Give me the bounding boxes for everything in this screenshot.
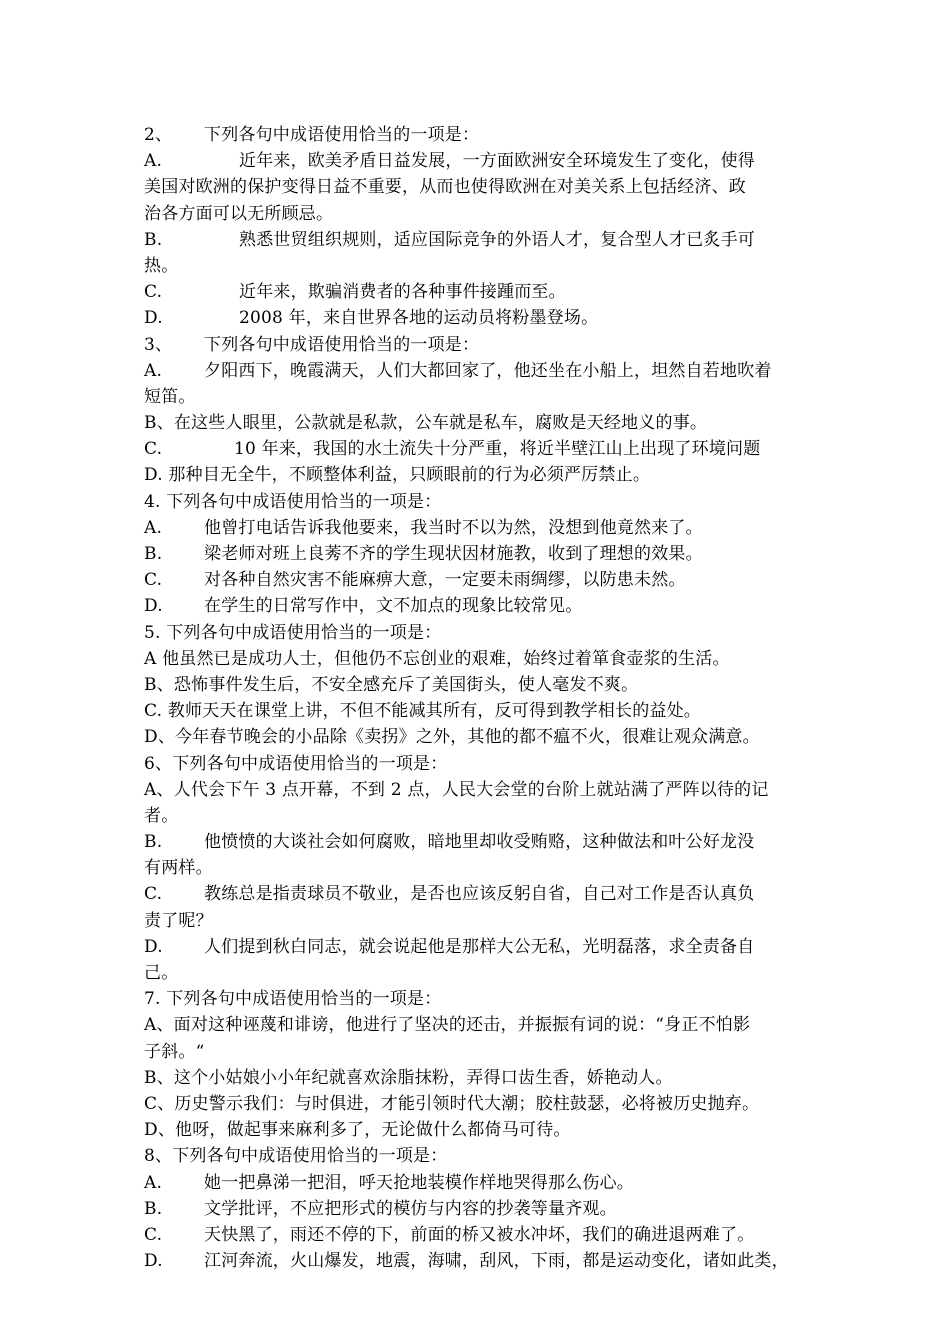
option-c	[144, 1222, 814, 1248]
option-text: 他愤愤的大谈社会如何腐败，暗地里却收受贿赂，这种做法和叶公好龙没	[204, 832, 755, 853]
option-label: C.	[144, 282, 163, 303]
option-continuation: 有两样。	[144, 858, 213, 879]
option-text: 近年来，欧美矛盾日益发展，一方面欧洲安全环境发生了变化，使得	[239, 151, 755, 172]
option-label: C.	[144, 1224, 163, 1245]
option-d	[144, 593, 814, 619]
option-label: A.	[144, 1172, 163, 1193]
option-text: 梁老师对班上良莠不齐的学生现状因材施教，收到了理想的效果。	[204, 544, 703, 564]
question-text: 下列各句中成语使用恰当的一项是：	[204, 125, 480, 145]
document-body	[144, 122, 814, 1274]
option-c	[144, 436, 814, 462]
option-label: C.	[144, 570, 163, 591]
option-text: 在学生的日常写作中，文不加点的现象比较常见。	[204, 596, 583, 617]
option-label: D.	[144, 1251, 163, 1272]
option-continuation: 责了呢？	[144, 910, 213, 931]
option-text: 人们提到秋白同志，就会说起他是那样大公无私，光明磊落，求全责备自	[204, 936, 755, 957]
option-text: 10 年来，我国的水土流失十分严重，将近半壁江山上出现了环境问题	[234, 439, 761, 460]
question-3-heading	[144, 332, 814, 358]
option-d	[144, 934, 814, 960]
question-text: 下列各句中成语使用恰当的一项是：	[204, 334, 480, 355]
option-continuation: 子斜。“	[144, 1041, 205, 1062]
option-d	[144, 305, 814, 331]
question-7-heading: 7. 下列各句中成语使用恰当的一项是：	[144, 989, 442, 1010]
question-8-heading: 8、下列各句中成语使用恰当的一项是：	[144, 1146, 448, 1167]
option-label: D.	[144, 936, 163, 957]
option-a: A、人代会下午 3 点开幕，不到 2 点，人民大会堂的台阶上就站满了严阵以待的记	[144, 779, 769, 800]
option-text: 江河奔流，火山爆发，地震，海啸，刮风，下雨，都是运动变化，诸如此类，	[204, 1251, 789, 1272]
question-number: 2、	[144, 125, 173, 145]
option-text: 他曾打电话告诉我他要来，我当时不以为然，没想到他竟然来了。	[204, 517, 703, 538]
option-continuation: 短笛。	[144, 386, 196, 407]
option-b: B、在这些人眼里，公款就是私款，公车就是私车，腐败是天经地义的事。	[144, 413, 708, 434]
option-text: 她一把鼻涕一把泪，呼天抢地装模作样地哭得那么伤心。	[204, 1172, 634, 1193]
option-b	[144, 541, 814, 567]
option-label: D.	[144, 596, 163, 617]
option-a	[144, 358, 814, 384]
option-continuation: 者。	[144, 805, 179, 826]
option-a	[144, 148, 814, 174]
option-a: A、面对这种诬蔑和诽谤，他进行了坚决的还击，并振振有词的说：“身正不怕影	[144, 1015, 751, 1036]
option-text: 对各种自然灾害不能麻痹大意，一定要未雨绸缪，以防患未然。	[204, 570, 686, 591]
option-c	[144, 279, 814, 305]
option-b	[144, 829, 814, 855]
option-c: C、历史警示我们：与时俱进，才能引领时代大潮；胶柱鼓瑟，必将被历史抛弃。	[144, 1093, 760, 1114]
option-text: 文学批评，不应把形式的模仿与内容的抄袭等量齐观。	[204, 1198, 617, 1219]
option-continuation: 美国对欧洲的保护变得日益不重要，从而也使得欧洲在对美关系上包括经济、政	[144, 177, 746, 198]
option-label: A.	[144, 360, 163, 381]
option-continuation: 己。	[144, 963, 179, 983]
option-d: D. 那种目无全牛，不顾整体利益，只顾眼前的行为必须严厉禁止。	[144, 465, 651, 486]
option-b: B、这个小姑娘小小年纪就喜欢涂脂抹粉，弄得口齿生香，娇艳动人。	[144, 1067, 673, 1088]
question-2-heading	[144, 122, 814, 148]
option-d: D、他呀，做起事来麻利多了，无论做什么都倚马可待。	[144, 1120, 571, 1141]
option-label: B.	[144, 229, 163, 250]
option-text: 近年来，欺骗消费者的各种事件接踵而至。	[239, 282, 566, 303]
option-text: 夕阳西下，晚霞满天，人们大都回家了，他还坐在小船上，坦然自若地吹着	[204, 360, 772, 381]
option-a	[144, 515, 814, 541]
option-c: C. 教师天天在课堂上讲，不但不能减其所有，反可得到教学相长的益处。	[144, 701, 702, 722]
option-b	[144, 227, 814, 253]
option-label: B.	[144, 832, 163, 853]
option-text: 天快黑了，雨还不停的下，前面的桥又被水冲坏，我们的确进退两难了。	[204, 1224, 755, 1245]
question-5-heading: 5. 下列各句中成语使用恰当的一项是：	[144, 622, 442, 643]
option-label: B.	[144, 544, 163, 564]
option-b: B、恐怖事件发生后，不安全感充斥了美国街头，使人毫发不爽。	[144, 674, 639, 695]
question-4-heading: 4. 下列各句中成语使用恰当的一项是：	[144, 491, 442, 512]
option-a: A 他虽然已是成功人士，但他仍不忘创业的艰难，始终过着箪食壶浆的生活。	[144, 648, 730, 669]
option-text: 教练总是指责球员不敬业，是否也应该反躬自省，自己对工作是否认真负	[204, 884, 755, 905]
option-label: D.	[144, 308, 163, 329]
option-text: 2008 年，来自世界各地的运动员将粉墨登场。	[239, 308, 599, 329]
option-d: D、今年春节晚会的小品除《卖拐》之外，其他的都不瘟不火，很难让观众满意。	[144, 727, 760, 748]
question-number: 3、	[144, 334, 173, 355]
option-label: B.	[144, 1198, 163, 1219]
option-b	[144, 1196, 814, 1222]
option-c	[144, 881, 814, 907]
option-label: C.	[144, 439, 163, 460]
option-continuation: 治各方面可以无所顾忌。	[144, 203, 334, 224]
option-a	[144, 1170, 814, 1196]
question-6-heading: 6、下列各句中成语使用恰当的一项是：	[144, 753, 448, 774]
option-label: C.	[144, 884, 163, 905]
option-label: A.	[144, 517, 163, 538]
option-label: A.	[144, 151, 163, 172]
option-d	[144, 1248, 814, 1274]
option-continuation: 热。	[144, 255, 179, 276]
option-text: 熟悉世贸组织规则，适应国际竞争的外语人才，复合型人才已炙手可	[239, 229, 755, 250]
option-c	[144, 567, 814, 593]
